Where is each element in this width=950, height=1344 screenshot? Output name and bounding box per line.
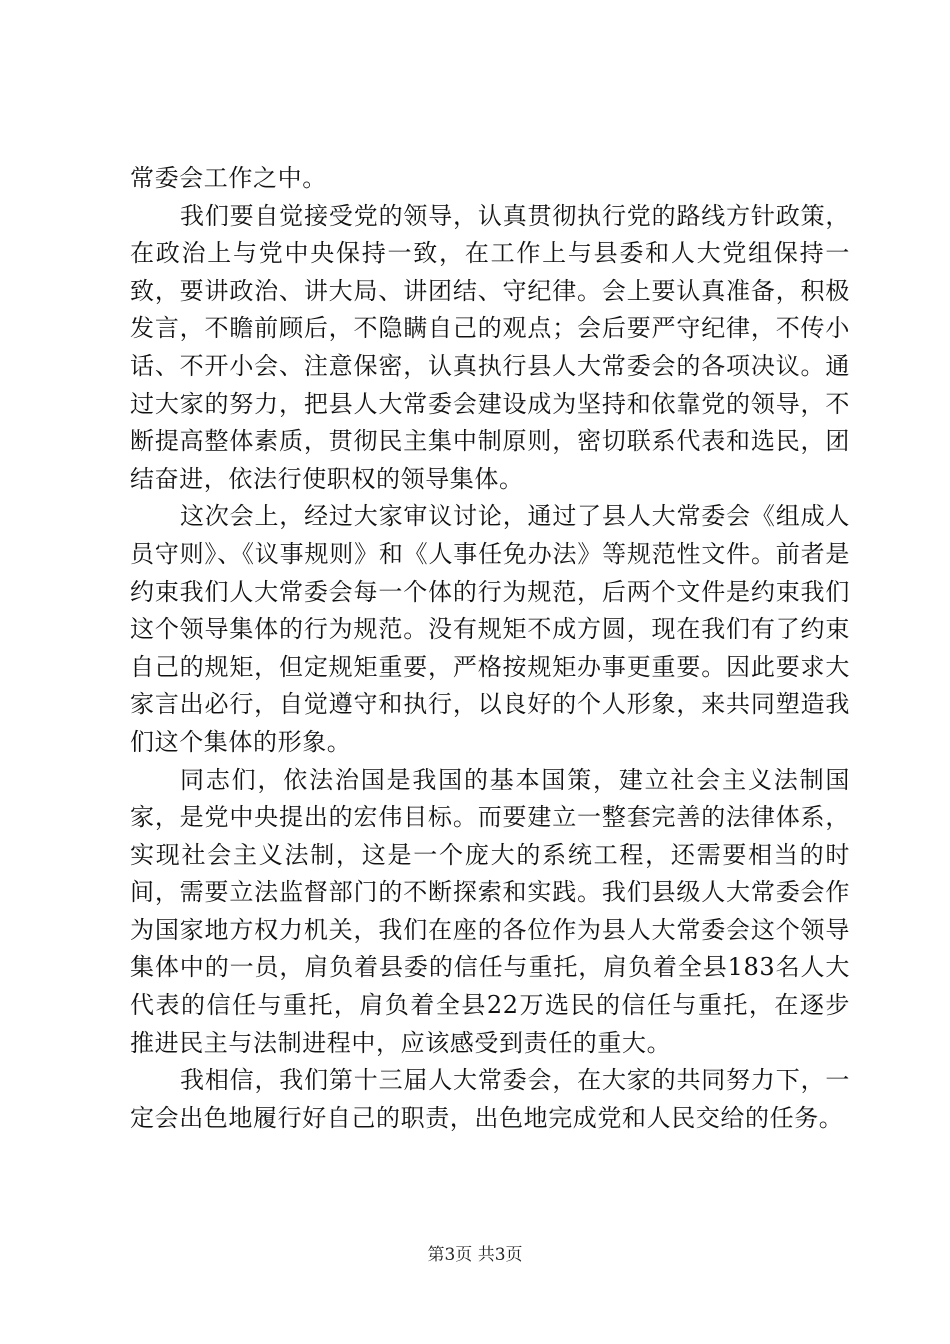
paragraph-party-leadership: 我们要自觉接受党的领导，认真贯彻执行党的路线方针政策，在政治上与党中央保持一致，在工作上与县委和人大党组保持一致，要讲政治、讲大局、讲团结、守纪律。会上要认真准备，积极发言，不瞻前顾后，不隐瞒自己的观点；会后要严守纪律，不传小话、不开小会、注意保密，认真执行县人大常委会的各项决议。通过大家的努力，把县人大常委会建设成为坚持和依靠党的领导，不断提高整体素质，贯彻民主集中制原则，密切联系代表和选民，团结奋进，依法行使职权的领导集体。 [130,201,850,493]
paragraph-continuation: 常委会工作之中。 [130,164,327,192]
document-body [130,160,850,1137]
paragraph-closing: 我相信，我们第十三届人大常委会，在大家的共同努力下，一定会出色地履行好自己的职责，出色地完成党和人民交给的任务。 [130,1066,850,1132]
paragraph-rules-adopted: 这次会上，经过大家审议讨论，通过了县人大常委会《组成人员守则》、《议事规则》和《人事任免办法》等规范性文件。前者是约束我们人大常委会每一个体的行为规范，后两个文件是约束我们这个领导集体的行为规范。没有规矩不成方圆，现在我们有了约束自己的规矩，但定规矩重要，严格按规矩办事更重要。因此要求大家言出必行，自觉遵守和执行，以良好的个人形象，来共同塑造我们这个集体的形象。 [130,502,850,756]
page-number-footer: 第3页 共3页 [427,1245,523,1265]
paragraph-rule-of-law: 同志们，依法治国是我国的基本国策，建立社会主义法制国家，是党中央提出的宏伟目标。而要建立一整套完善的法律体系，实现社会主义法制，这是一个庞大的系统工程，还需要相当的时间，需要立法监督部门的不断探索和实践。我们县级人大常委会作为国家地方权力机关，我们在座的各位作为县人大常委会这个领导集体中的一员，肩负着县委的信任与重托，肩负着全县183名人大代表的信任与重托，肩负着全县22万选民的信任与重托，在逐步推进民主与法制进程中，应该感受到责任的重大。 [130,765,850,1057]
